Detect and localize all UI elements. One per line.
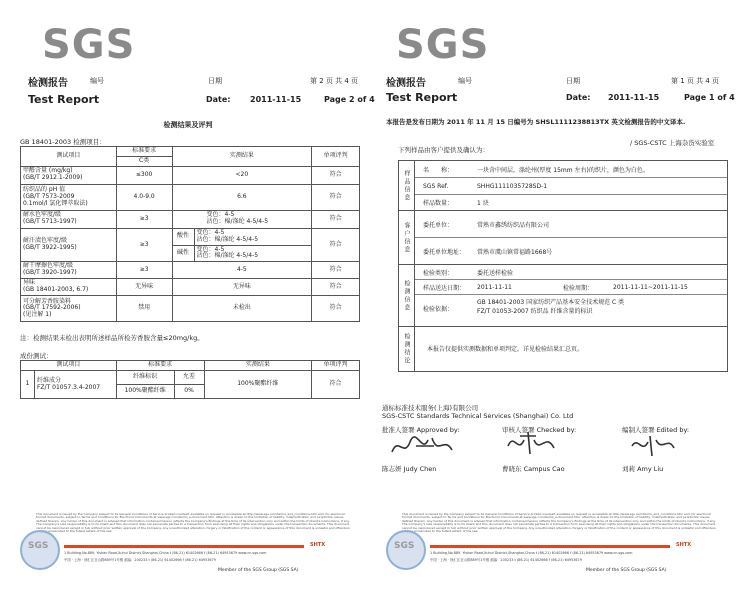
judgment-cell: 符合 — [312, 371, 360, 399]
item-cell: 纺织品的 pH 值 (GB/T 7573-2009 0.1mol/l 氯化钾萃取法) — [21, 184, 117, 210]
client-label: 委托单位： — [423, 221, 454, 229]
report-date: 2011-11-15 — [608, 93, 660, 102]
conclusion-text: 本报告仅提供实测数据和单项判定，详见检验结果汇总页。 — [427, 346, 584, 353]
page-number-en: Page 2 of 4 — [324, 95, 375, 104]
sgs-stamp-logo: SGS — [28, 541, 49, 551]
test-type-label: 检验类别： — [423, 269, 454, 277]
tolerance-header: 允差 — [174, 371, 204, 385]
sgs-stamp-logo: SGS — [394, 541, 415, 551]
acid-label: 酸性 — [172, 228, 194, 245]
number-label-cn: 编号 — [458, 77, 472, 85]
judgment-cell: 符合 — [312, 296, 360, 322]
result-cell: 变色：4-5 沾色：棉/涤纶 4-5/4-5 — [194, 245, 312, 262]
result-cell: 100%聚酯纤维 — [204, 371, 312, 399]
table-row — [21, 210, 360, 228]
row-index: 1 — [21, 371, 35, 399]
item-cell: 耐干摩擦色牢度/级 (GB/T 3920-1997) — [21, 262, 117, 279]
section-side-label: 检测结论 — [399, 327, 415, 371]
limit-cell: ≤300 — [116, 166, 172, 184]
sgs-ref-value: SHHG1111035728SD-1 — [477, 182, 548, 190]
checker-name: 曹晓东 Campus Cao — [502, 465, 565, 473]
legal-small-print: This document is issued by the Company subject to its General Conditions of Service printed overleaf, available on request or accessible at http://www.sgs.com/terms_and_conditions.htm and, for electronic format documents, subject to Terms and Conditions for Electronic Documents at www.sgs.com/terms_e-document.htm. Attention is drawn to the limitation of liability, indemnification and jurisdiction issues defined therein. Any holder of this document is advised that information contained hereon reflects the Company's findings at the time of its intervention only and within the limits of Client's instructions, if any. The Company's sole responsibility is to its Client and this document does not exonerate parties to a transaction from exercising all their rights and obligations under the transaction documents. This document cannot be reproduced except in full, without prior written approval of the Company. Any unauthorized alteration, forgery or falsification of the content or appearance of this document is unlawful and offenders may be prosecuted to the fullest extent of the law. — [402, 513, 716, 534]
shtx-label: SHTX — [310, 542, 326, 548]
judgment-cell: 符合 — [312, 184, 360, 210]
item-cell: 可分解芳香胺染料 (GB/T 17592-2006) (见注解 1) — [21, 296, 117, 322]
item-cell: 耐汗渍色牢度/级 (GB/T 3922-1995) — [21, 228, 117, 262]
section-title: 检测结果及评判 — [163, 121, 213, 129]
result-cell: 未检出 — [172, 296, 312, 322]
tolerance-value: 0% — [174, 385, 204, 399]
date-label-cn: 日期 — [208, 77, 222, 85]
checker-signature — [502, 428, 562, 460]
footer-band — [430, 545, 670, 548]
col-header-limit: 标准要求 — [116, 147, 172, 157]
test-basis-label: 检验依据： — [423, 306, 454, 313]
received-date-label: 样品送达日期： — [423, 284, 466, 292]
item-cell: 异味 (GB 18401-2003, 6.7) — [21, 279, 117, 296]
client-section — [399, 211, 727, 265]
table-row — [21, 296, 360, 322]
limit-cell: ≥3 — [116, 210, 172, 228]
footer-address-en: 1 Building,No.889, Yishan Road,Xuhui District,Shanghai,China t (86-21) 61402666 f (86-21) 64953679 www.cn.sgs.com — [430, 551, 633, 555]
fiber-label-header: 纤维标识 — [116, 371, 174, 385]
section-side-label: 样品信息 — [399, 161, 415, 210]
sgs-ref-label: SGS Ref. — [423, 182, 449, 190]
table-row — [21, 262, 360, 279]
limit-cell: ≥3 — [116, 228, 172, 262]
limit-cell: 禁用 — [116, 296, 172, 322]
col-header-result: 实测结果 — [204, 361, 312, 371]
report-date: 2011-11-15 — [250, 95, 302, 104]
member-line: Member of the SGS Group (SGS SA) — [586, 568, 667, 573]
company-name-cn: 通标标准技术服务(上海)有限公司 — [382, 404, 479, 412]
col-header-class: C类 — [116, 156, 172, 166]
editor-name: 刘莉 Amy Liu — [622, 465, 664, 473]
section-side-label: 检测信息 — [399, 265, 415, 326]
report-page-1 — [378, 0, 738, 597]
judgment-cell: 符合 — [312, 210, 360, 228]
item-cell: 纤维成分 FZ/T 01057.3.4-2007 — [34, 371, 116, 399]
col-header-limit: 标准要求 — [116, 361, 204, 371]
company-name-en: SGS-CSTC Standards Technical Services (Shanghai) Co. Ltd — [382, 412, 574, 420]
col-header-judgment: 单项评判 — [312, 361, 360, 371]
sample-section — [399, 161, 727, 211]
table-note: 注：检测结果未检出表明所述样品所检芳香胺含量≤20mg/kg。 — [20, 334, 204, 342]
editor-signature — [628, 430, 678, 460]
sample-name-label: 名 称： — [423, 166, 454, 174]
col-header-item: 测试项目 — [21, 361, 117, 371]
test-results-table — [20, 146, 360, 322]
client-value: 常熟市鑫绣纺织品有限公司 — [477, 221, 550, 229]
footer-address-cn: 中国 · 上海 · 徐汇区宜山路889号1号楼 邮编：200233 t (86-21) 61402666 f (86-21) 64953679 — [64, 558, 216, 562]
composition-table — [20, 360, 360, 399]
report-info-box — [398, 160, 728, 372]
limit-cell: 无异味 — [116, 279, 172, 296]
conclusion-section — [399, 327, 727, 371]
report-title-en: Test Report — [386, 91, 458, 104]
report-page-2 — [8, 0, 375, 597]
result-cell: 6.6 — [172, 184, 312, 210]
report-title-cn: 检测报告 — [386, 78, 426, 89]
checker-label: 审核人签署 Checked by: — [502, 426, 577, 434]
alkaline-label: 碱性 — [172, 245, 194, 262]
client-address-label: 委托单位地址： — [423, 248, 466, 256]
col-header-result: 实测结果 — [172, 147, 312, 167]
page-number-cn: 第 1 页 共 4 页 — [671, 77, 720, 85]
client-intro: 下列样品由客户提供及确认为： — [398, 146, 489, 154]
page-number-en: Page 1 of 4 — [684, 93, 735, 102]
approver-label: 批准人签署 Approved by: — [382, 426, 460, 434]
translation-note: 本报告是发布日期为 2011 年 11 月 15 日编号为 SHSL1111238813TX 英文检测报告的中文译本. — [386, 118, 686, 126]
received-date-value: 2011-11-11 — [477, 283, 512, 291]
test-section — [399, 265, 727, 327]
sgs-logo: SGS — [396, 22, 490, 68]
table-row — [21, 166, 360, 184]
col-header-judgment: 单项评判 — [312, 147, 360, 167]
date-label-en: Date: — [206, 95, 231, 104]
table-row — [21, 279, 360, 296]
result-cell: <20 — [172, 166, 312, 184]
footer-band — [64, 545, 304, 548]
footer-address-en: 1 Building,No.889, Yishan Road,Xuhui District,Shanghai,China t (86-21) 61402666 f (86-21) 64953679 www.cn.sgs.com — [64, 551, 267, 555]
client-address-value: 常熟市虞山镇常福路1668号 — [477, 248, 553, 256]
limit-cell: 4.0-9.0 — [116, 184, 172, 210]
table-row — [21, 184, 360, 210]
result-cell: 变色：4-5 沾色：棉/涤纶 4-5/4-5 — [172, 210, 312, 228]
sample-name-value: 一块含中间层，涤纶州(厚度 15mm 左右)的织片，颜色为白色。 — [477, 166, 649, 174]
result-cell: 变色：4-5 沾色：棉/涤纶 4-5/4-5 — [194, 228, 312, 245]
composition-title: 成份测试： — [20, 352, 53, 360]
judgment-cell: 符合 — [312, 166, 360, 184]
member-line: Member of the SGS Group (SGS SA) — [218, 568, 299, 573]
test-period-value: 2011-11-11~2011-11-15 — [613, 283, 688, 291]
standard-line: GB 18401-2003 检测项目： — [20, 138, 106, 146]
approver-signature — [388, 432, 458, 460]
sample-qty-value: 1 块 — [477, 200, 489, 207]
judgment-cell: 符合 — [312, 228, 360, 262]
report-title-en: Test Report — [28, 93, 100, 106]
test-basis-value: GB 18401-2003 国家纺织产品基本安全技术规范 C 类 FZ/T 01053-2007 纺织品 纤维含量的标识 — [477, 299, 625, 315]
report-title-cn: 检测报告 — [28, 78, 68, 89]
item-cell: 甲醛含量 (mg/kg) (GB/T 2912.1-2009) — [21, 166, 117, 184]
editor-label: 编制人签署 Edited by: — [622, 426, 690, 434]
col-header-item: 测试项目 — [21, 147, 117, 167]
test-type-value: 委托送样检验 — [477, 269, 514, 277]
judgment-cell: 符合 — [312, 262, 360, 279]
fiber-label-value: 100%聚酯纤维 — [116, 385, 174, 399]
test-period-label: 检验周期： — [563, 284, 594, 292]
date-label-en: Date: — [566, 93, 591, 102]
number-label-cn: 编号 — [90, 77, 104, 85]
judgment-cell: 符合 — [312, 279, 360, 296]
shtx-label: SHTX — [676, 542, 692, 548]
table-row — [21, 228, 360, 245]
footer-address-cn: 中国 · 上海 · 徐汇区宜山路889号1号楼 邮编：200233 t (86-21) 61402666 f (86-21) 64953679 — [430, 558, 582, 562]
approver-name: 陈志妍 Judy Chen — [382, 465, 437, 473]
date-label-cn: 日期 — [566, 77, 580, 85]
limit-cell: ≥3 — [116, 262, 172, 279]
result-cell: 4-5 — [172, 262, 312, 279]
item-cell: 耐水色牢度/级 (GB/T 5713-1997) — [21, 210, 117, 228]
sgs-logo: SGS — [42, 22, 136, 68]
result-cell: 无异味 — [172, 279, 312, 296]
sample-qty-label: 样品数量： — [423, 200, 454, 207]
legal-small-print: This document is issued by the Company subject to its General Conditions of Service printed overleaf, available on request or accessible at http://www.sgs.com/terms_and_conditions.htm and, for electronic format documents, subject to Terms and Conditions for Electronic Documents at www.sgs.com/terms_e-document.htm. Attention is drawn to the limitation of liability, indemnification and jurisdiction issues defined therein. Any holder of this document is advised that information contained hereon reflects the Company's findings at the time of its intervention only and within the limits of Client's instructions, if any. The Company's sole responsibility is to its Client and this document does not exonerate parties to a transaction from exercising all their rights and obligations under the transaction documents. This document cannot be reproduced except in full, without prior written approval of the Company. Any unauthorized alteration, forgery or falsification of the content or appearance of this document is unlawful and offenders may be prosecuted to the fullest extent of the law. — [36, 513, 350, 534]
lab-name: / SGS-CSTC 上海杂货实验室 — [630, 139, 715, 147]
section-side-label: 客户信息 — [399, 211, 415, 264]
page-number-cn: 第 2 页 共 4 页 — [310, 77, 359, 85]
table-row — [21, 371, 360, 385]
